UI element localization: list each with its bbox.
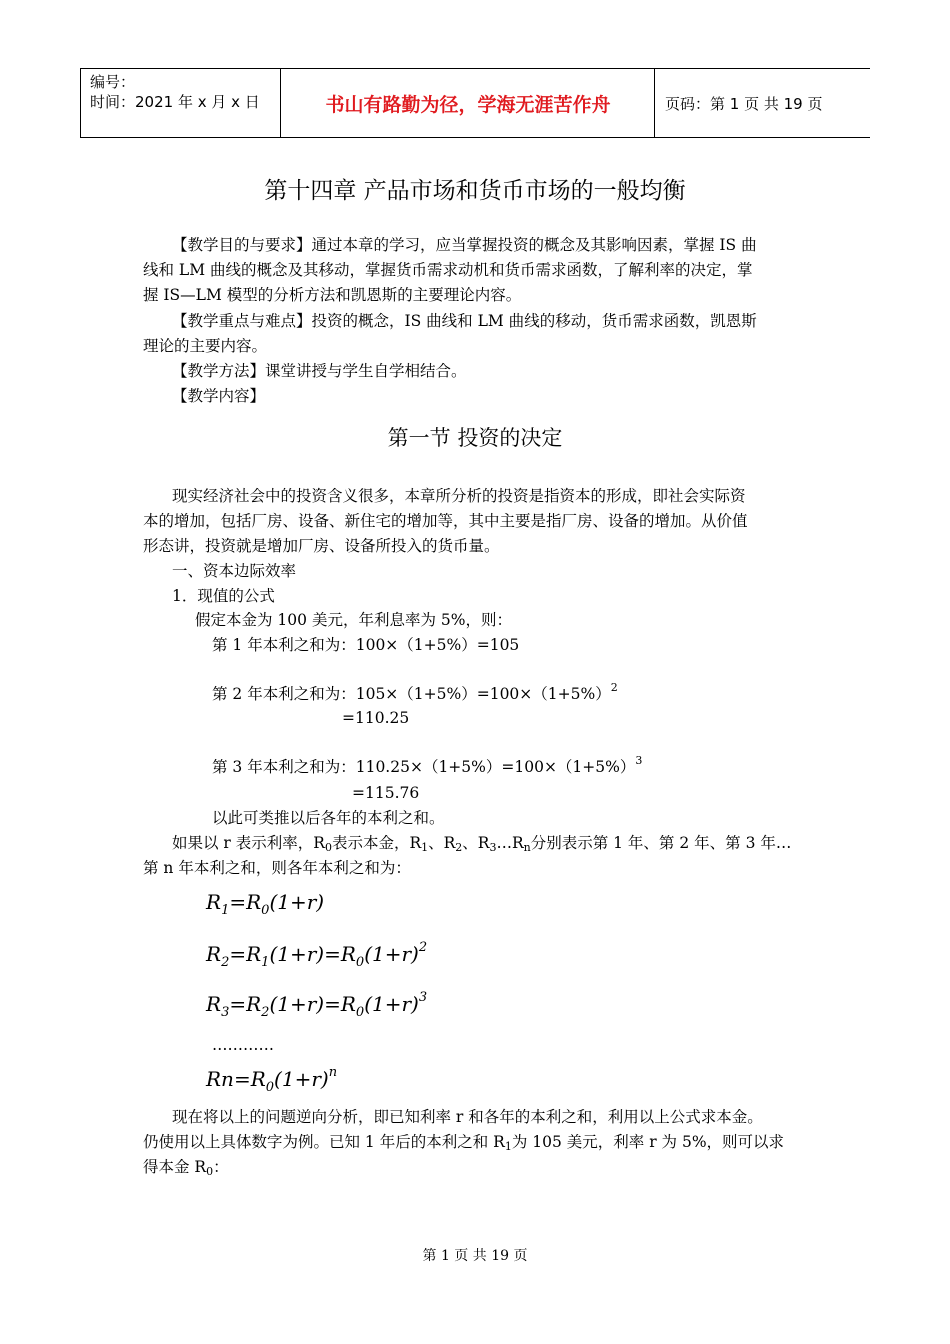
page-footer: 第 1 页 共 19 页 [422, 1248, 528, 1264]
p1-line-3: 形态讲，投资就是增加厂房、设备所投入的货币量。 [143, 537, 500, 555]
focus-line-1: 【教学重点与难点】投资的概念，IS 曲线和 LM 曲线的移动，货币需求函数，凯恩斯 [172, 312, 757, 330]
section-title: 第一节 投资的决定 [387, 426, 563, 450]
goals-line-3: 握 IS—LM 模型的分析方法和凯恩斯的主要理论内容。 [143, 286, 522, 304]
formula-r2: $R_2=R_1(1+r)=R_0(1+r)^2$ [206, 940, 428, 970]
heading-capital-efficiency: 一、资本边际效率 [172, 562, 297, 580]
heading-present-value: 1．现值的公式 [172, 587, 275, 605]
header-divider-1 [280, 69, 281, 137]
p2-line-2: 第 n 年本利之和，则各年本利之和为： [143, 859, 411, 877]
p3-line-3: 得本金 R0： [143, 1158, 229, 1178]
assumption-line: 假定本金为 100 美元，年利息率为 5%，则： [195, 611, 512, 629]
goals-line-1: 【教学目的与要求】通过本章的学习，应当掌握投资的概念及其影响因素，掌握 IS 曲 [172, 236, 757, 254]
formula-r3: $R_3=R_2(1+r)=R_0(1+r)^3$ [206, 990, 428, 1020]
ellipsis-line: ………… [212, 1036, 274, 1054]
year2-result: =110.25 [342, 709, 410, 727]
time-label: 时间：2021 年 x 月 x 日 [90, 93, 260, 111]
year3-line: 第 3 年本利之和为：$110.25\times(1+5\%)=100\times(1+5\%)^3$ [212, 754, 643, 776]
code-label: 编号： [90, 73, 136, 91]
teaching-method: 【教学方法】课堂讲授与学生自学相结合。 [172, 362, 467, 380]
teaching-content-label: 【教学内容】 [172, 387, 266, 405]
year1-line: 第 1 年本利之和为：100×（1+5%）=105 [212, 636, 520, 654]
focus-line-2: 理论的主要内容。 [143, 337, 268, 355]
header-divider-2 [654, 69, 655, 137]
formula-r1: $R_1=R_0(1+r)$ [206, 890, 325, 918]
header-table [80, 68, 870, 138]
header-left-cell [90, 72, 260, 112]
p1-line-1: 现实经济社会中的投资含义很多，本章所分析的投资是指资本的形成，即社会实际资 [172, 487, 746, 505]
header-motto: 书山有路勤为径，学海无涯苦作舟 [325, 94, 611, 116]
header-border-left [80, 69, 81, 137]
p1-line-2: 本的增加，包括厂房、设备、新住宅的增加等，其中主要是指厂房、设备的增加。从价值 [143, 512, 748, 530]
goals-line-2: 线和 LM 曲线的概念及其移动，掌握货币需求动机和货币需求函数，了解利率的决定，掌 [143, 261, 753, 279]
chapter-title: 第十四章 产品市场和货币市场的一般均衡 [264, 178, 686, 204]
formula-rn: $Rn=R_0(1+r)^n$ [206, 1065, 338, 1095]
p3-line-1: 现在将以上的问题逆向分析，即已知利率 r 和各年的本利之和，利用以上公式求本金。 [172, 1108, 763, 1126]
infer-line: 以此可类推以后各年的本利之和。 [212, 809, 445, 827]
p3-line-2: 仍使用以上具体数字为例。已知 1 年后的本利之和 R1为 105 美元，利率 r 为 5%，则可以求 [143, 1133, 785, 1153]
year2-line: 第 2 年本利之和为：$105\times(1+5\%)=100\times(1+5\%)^2$ [212, 681, 618, 703]
header-page-info: 页码：第 1 页 共 19 页 [665, 95, 823, 113]
p2-line-1: 如果以 r 表示利率，R0表示本金，R1、R2、R3…Rn分别表示第 1 年、第 2 年、第 3 年… [172, 834, 792, 854]
year3-result: =115.76 [352, 784, 420, 802]
